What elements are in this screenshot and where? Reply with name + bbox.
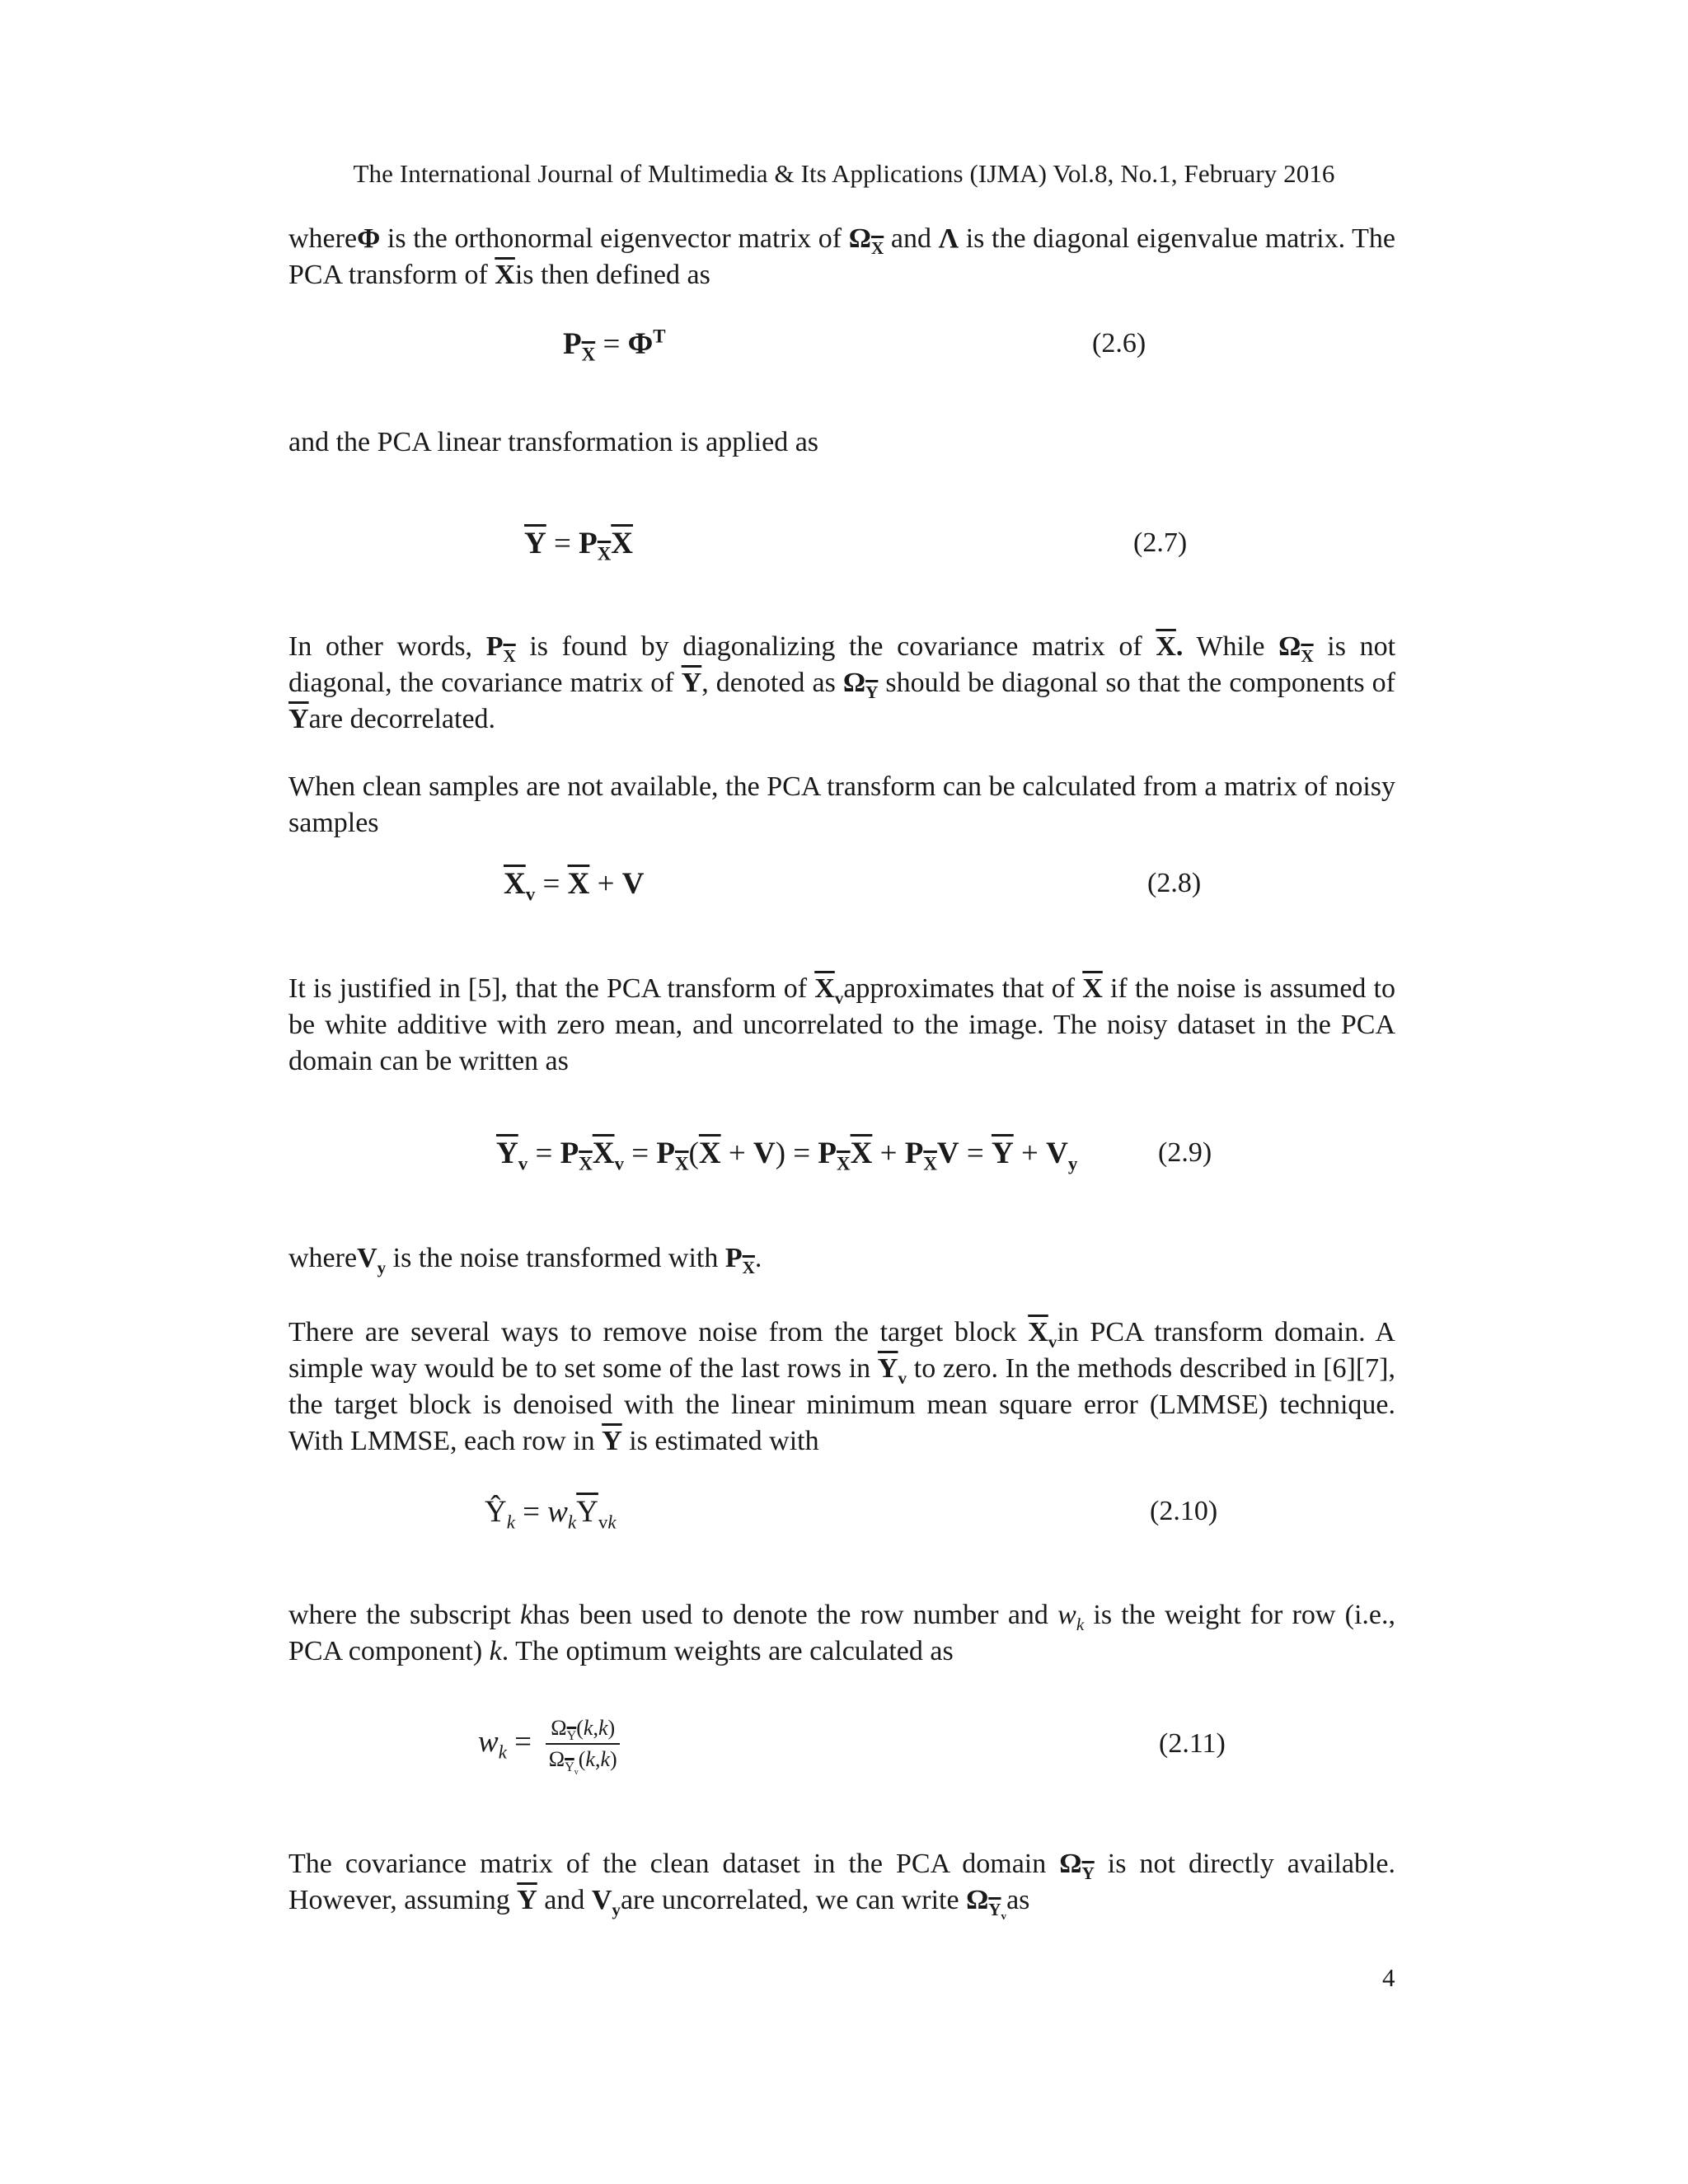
text-fragment: is estimated with [629,1426,819,1456]
paragraph-linear-transformation: and the PCA linear transformation is applied as [288,427,819,457]
text-fragment: and [890,223,932,254]
text-fragment: While [1196,631,1265,662]
text-fragment: . The optimum weights are calculated as [501,1636,954,1666]
text-fragment: , denoted as [701,668,836,698]
text-fragment: is not diagonal, the covariance matrix of [288,631,1396,698]
text-fragment: are decorrelated. [308,704,496,734]
text-fragment: where [288,1243,358,1273]
equation-number-2-7: (2.7) [1133,527,1188,558]
text-fragment: is the weight for row (i.e., PCA component) [288,1600,1396,1666]
text-fragment: to zero. In the methods described in [6][7], the target block is denoised with the linear minimum mean square error (LMMSE) technique. With LMMSE, each row in [288,1353,1396,1456]
text-fragment: where the subscript [288,1600,511,1630]
paragraph-lmmse: There are several ways to remove noise from the target block $\overline{X}_vin$ PCA transform domain. A simple way would be to set some of the last rows in $\overline{Y}_v$ to zero. In the methods described in [6][7], the target block is denoised with the linear minimum mean square error (LMMSE) technique. With LMMSE, each row in $\overline{Y}$ is estimated with [288,1317,1396,1456]
page-number: 4 [1382,1963,1395,1992]
text-fragment: and [544,1885,585,1915]
text-fragment: should be diagonal so that the components of [885,668,1396,698]
equation-2-7: $\overline{Y} = P_{\overline{X}}\overline{X}$ [524,527,634,565]
paragraph-weights: where the subscript khas been used to denote the row number and $w_k$ is the weight for row (i.e., PCA component) k. The optimum weights are calculated as [288,1600,1396,1666]
equation-number-2-8: (2.8) [1147,868,1202,898]
equation-2-8: $\overline{X}_v = \overline{X} + V$ [504,867,645,905]
paragraph-eigen-definition: whereΦ is the orthonormal eigenvector matrix of $\Omega_{\overline{X}}$ and Λ is the diagonal eigenvalue matrix. The PCA transform of $\overline{X}is$ then defined as [288,223,1396,290]
text-fragment: if the noise is assumed to be white additive with zero mean, and uncorrelated to the image. The noisy dataset in the PCA domain can be written as [288,973,1396,1076]
text-fragment: is the orthonormal eigenvector matrix of [387,223,842,254]
text-fragment: is then defined as [514,260,710,290]
fraction: $\frac{\Omega_{\overline{Y}}(k,k)}{\Omega_{\overline{Y}_v}(k,k)}$ [546,1716,620,1773]
paragraph-diagonalization: In other words, $P_{\overline{X}}$ is found by diagonalizing the covariance matrix of $\overline{X}$. While $\Omega_{\overline{X}}$ is not diagonal, the covariance matrix of $\overline{Y}$, denoted as $\Omega_{\overline{Y}}$ should be diagonal so that the components of $\overline{Y}are$ decorrelated. [288,631,1396,734]
paragraph-noisy-samples: When clean samples are not available, the PCA transform can be calculated from a matrix of noisy samples [288,771,1395,838]
text-fragment: It is justified in [5], that the PCA transform of [288,973,808,1004]
text-fragment: is not directly available. However, assuming [288,1849,1396,1915]
equation-number-2-9: (2.9) [1158,1137,1212,1168]
text-fragment: approximates that of [843,973,1076,1004]
text-fragment: is the diagonal eigenvalue matrix. The PCA transform of [288,223,1396,290]
equation-2-6: $P_{\overline{X}} = \Phi^T$ [563,326,666,365]
text-fragment: In other words, [288,631,473,662]
text-fragment: in PCA transform domain. A simple way would be to set some of the last rows in [288,1317,1395,1384]
equation-number-2-10: (2.10) [1150,1496,1218,1526]
equation-2-10: $Ŷ_k = w_k\overline{Y}_{vk}$ [485,1495,617,1533]
equation-number-2-11: (2.11) [1159,1728,1226,1759]
text-fragment: where [288,223,358,254]
text-fragment: has been used to denote the row number and [532,1600,1048,1630]
equation-2-11: $w_k$ = $\frac{\Omega_{\overline{Y}}(k,k)}{\Omega_{\overline{Y}_v}(k,k)}$ [478,1716,620,1773]
text-fragment: is found by diagonalizing the covariance matrix of [529,631,1142,662]
text-fragment: as [1006,1885,1030,1915]
text-fragment: is the noise transformed with [392,1243,719,1273]
paragraph-justification: It is justified in [5], that the PCA transform of $\overline{X}_vapproximates$ that of $\overline{X}$ if the noise is assumed to be white additive with zero mean, and uncorrelated to the image. The noisy dataset in the PCA domain can be written as [288,973,1396,1076]
paragraph-noise-transformed: whereV$_y$ is the noise transformed with $P_{\overline{X}}$. [288,1243,762,1277]
text-fragment: There are several ways to remove noise from the target block [288,1317,1017,1347]
paragraph-covariance-clean: The covariance matrix of the clean dataset in the PCA domain $\Omega_{\overline{Y}}$ is not directly available. However, assuming $\overline{Y}$ and $V_yare$ uncorrelated, we can write $\Omega_{\overline{Y}_v}as$ [288,1849,1396,1922]
text-fragment: The covariance matrix of the clean dataset in the PCA domain [288,1849,1047,1879]
running-header: The International Journal of Multimedia & Its Applications (IJMA) Vol.8, No.1, February 2016 [353,159,1335,188]
text-fragment: are uncorrelated, we can write [620,1885,959,1915]
equation-2-9: $\overline{Y}_v = P_{\overline{X}}\overline{X}_v = P_{\overline{X}}(\overline{X} + V) = P_{\overline{X}}\overline{X} + P_{\overline{X}}V = \overline{Y} + V_y$ [496,1137,1078,1174]
equation-number-2-6: (2.6) [1092,328,1146,359]
